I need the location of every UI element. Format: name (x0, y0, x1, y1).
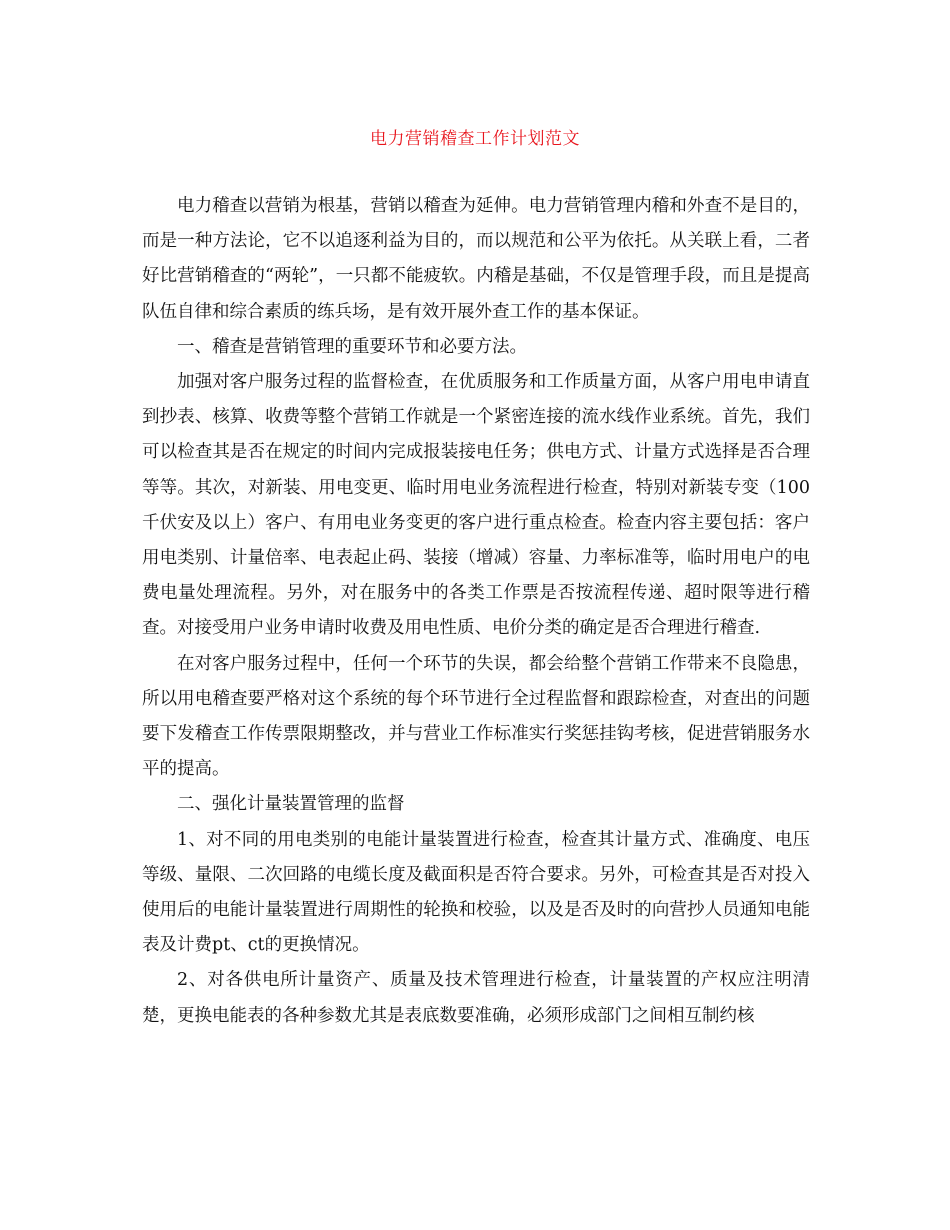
section-heading-2: 二、强化计量装置管理的监督 (177, 794, 405, 815)
paragraph-item-2: 2、对各供电所计量资产、质量及技术管理进行检查，计量装置的产权应注明清楚，更换电能表的各种参数尤其是表底数要准确，必须形成部门之间相互制约核 (142, 970, 810, 1026)
document-body (142, 189, 810, 1034)
paragraph-process-supervision: 在对客户服务过程中，任何一个环节的失误，都会给整个营销工作带来不良隐患，所以用电稽查要严格对这个系统的每个环节进行全过程监督和跟踪检查，对查出的问题要下发稽查工作传票限期整改，并与营业工作标准实行奖惩挂钩考核，促进营销服务水平的提高。 (142, 653, 810, 780)
paragraph-service-check: 加强对客户服务过程的监督检查，在优质服务和工作质量方面，从客户用电申请直到抄表、核算、收费等整个营销工作就是一个紧密连接的流水线作业系统。首先，我们可以检查其是否在规定的时间内完成报装接电任务；供电方式、计量方式选择是否合理等等。其次，对新装、用电变更、临时用电业务流程进行检查，特别对新装专变（100千伏安及以上）客户、有用电业务变更的客户进行重点检查。检查内容主要包括：客户用电类别、计量倍率、电表起止码、装接（增减）容量、力率标准等，临时用电户的电费电量处理流程。另外，对在服务中的各类工作票是否按流程传递、超时限等进行稽查。对接受用户业务申请时收费及用电性质、电价分类的确定是否合理进行稽查. (142, 372, 810, 639)
document-title: 电力营销稽查工作计划范文 (370, 129, 580, 149)
section-heading-1: 一、稽查是营销管理的重要环节和必要方法。 (177, 336, 527, 357)
paragraph-intro: 电力稽查以营销为根基，营销以稽查为延伸。电力营销管理内稽和外查不是目的，而是一种方法论，它不以追逐利益为目的，而以规范和公平为依托。从关联上看，二者好比营销稽查的“两轮”，一只都不能疲软。内稽是基础，不仅是管理手段，而且是提高队伍自律和综合素质的练兵场，是有效开展外查工作的基本保证。 (142, 196, 810, 322)
paragraph-item-1: 1、对不同的用电类别的电能计量装置进行检查，检查其计量方式、准确度、电压等级、量限、二次回路的电缆长度及截面积是否符合要求。另外，可检查其是否对投入使用后的电能计量装置进行周期性的轮换和校验，以及是否及时的向营抄人员通知电能表及计费pt、ct的更换情况。 (142, 829, 810, 956)
